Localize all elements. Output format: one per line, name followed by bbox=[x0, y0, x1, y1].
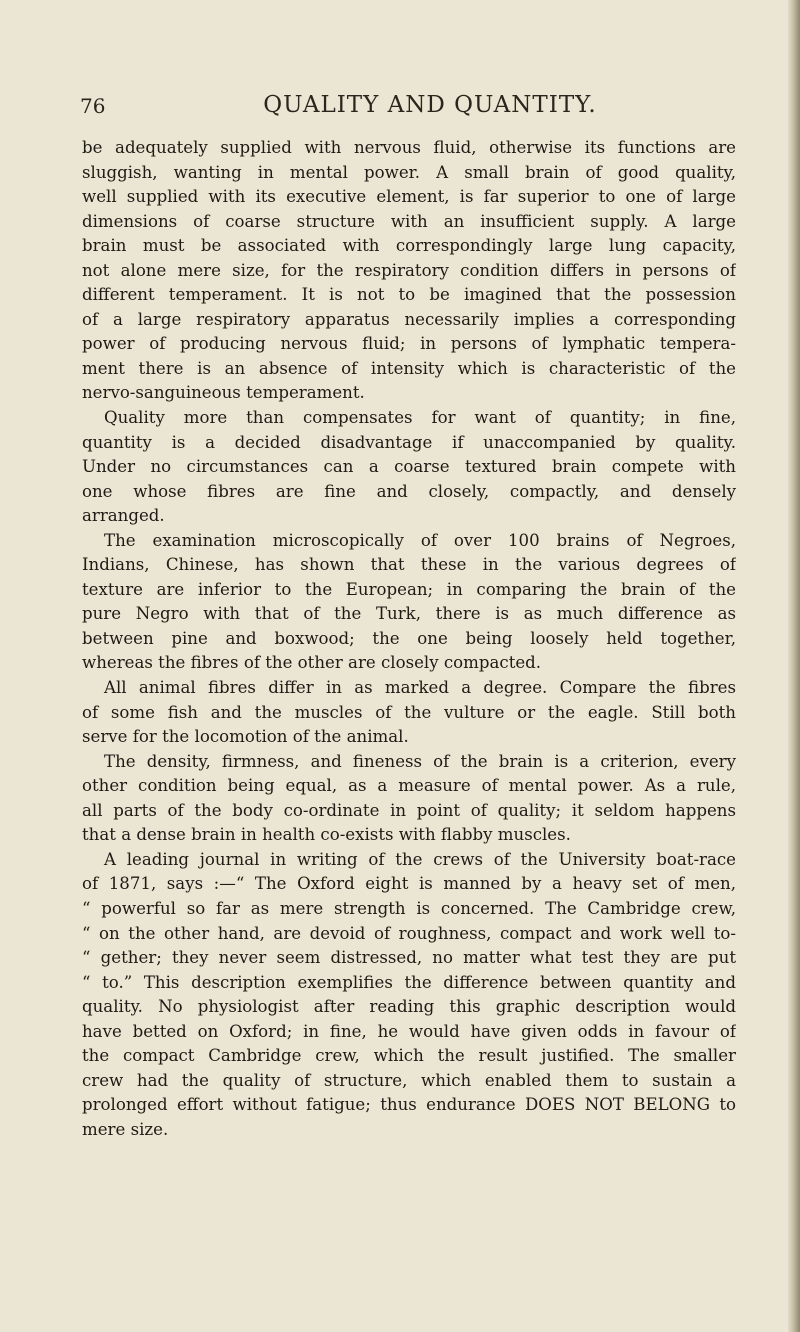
text-line: of 1871, says :—“ The Oxford eight is manned by a heavy set of men, bbox=[82, 874, 736, 894]
text-line: one whose fibres are fine and closely, compactly, and densely bbox=[82, 481, 736, 501]
text-line: “ on the other hand, are devoid of roughness, compact and work well to- bbox=[82, 923, 736, 943]
text-line: dimensions of coarse structure with an insufficient supply. A large bbox=[82, 211, 736, 231]
paragraph-start: Quality more than compensates for want of quantity; in fine, bbox=[104, 408, 736, 428]
text-line: other condition being equal, as a measure of mental power. As a rule, bbox=[82, 776, 736, 796]
text-line: arranged. bbox=[82, 506, 165, 526]
text-line: sluggish, wanting in mental power. A small brain of good quality, bbox=[82, 162, 736, 182]
page-header bbox=[80, 92, 740, 136]
text-line: “ to.” This description exemplifies the difference between quantity and bbox=[82, 972, 736, 992]
text-line: texture are inferior to the European; in comparing the brain of the bbox=[82, 579, 736, 599]
text-line: be adequately supplied with nervous fluid, otherwise its functions are bbox=[82, 138, 736, 157]
text-line: brain must be associated with correspondingly large lung capacity, bbox=[82, 236, 736, 256]
running-head: QUALITY AND QUANTITY. bbox=[263, 92, 597, 118]
text-line: the compact Cambridge crew, which the result justified. The smaller bbox=[82, 1046, 736, 1066]
text-line: ment there is an absence of intensity which is characteristic of the bbox=[82, 358, 736, 378]
text-line: that a dense brain in health co-exists with flabby muscles. bbox=[82, 825, 571, 845]
text-line: quantity is a decided disadvantage if unaccompanied by quality. bbox=[82, 432, 736, 452]
paragraph-start: A leading journal in writing of the crews of the University boat-race bbox=[104, 849, 736, 869]
text-line: not alone mere size, for the respiratory condition differs in persons of bbox=[82, 260, 736, 280]
text-line: quality. No physiologist after reading this graphic description would bbox=[82, 997, 736, 1017]
text-line: of some fish and the muscles of the vulture or the eagle. Still both bbox=[82, 702, 736, 722]
body-text bbox=[82, 136, 736, 1142]
paragraph-start: The examination microscopically of over 100 brains of Negroes, bbox=[104, 530, 736, 550]
text-line: nervo-sanguineous temperament. bbox=[82, 383, 365, 403]
text-line: “ gether; they never seem distressed, no matter what test they are put bbox=[82, 948, 736, 968]
page-edge-shadow bbox=[788, 0, 800, 1332]
text-line: Indians, Chinese, has shown that these in the various degrees of bbox=[82, 555, 736, 575]
text-line: serve for the locomotion of the animal. bbox=[82, 727, 409, 747]
paragraph-start: The density, firmness, and fineness of the brain is a criterion, every bbox=[104, 751, 736, 771]
text-line: well supplied with its executive element, is far superior to one of large bbox=[82, 187, 736, 207]
text-line: Under no circumstances can a coarse textured brain compete with bbox=[82, 457, 736, 477]
text-line: all parts of the body co-ordinate in point of quality; it seldom happens bbox=[82, 800, 736, 820]
text-line: whereas the fibres of the other are closely compacted. bbox=[82, 653, 542, 673]
text-line: different temperament. It is not to be imagined that the possession bbox=[82, 285, 736, 305]
text-line: of a large respiratory apparatus necessarily implies a corresponding bbox=[82, 309, 736, 329]
text-line: prolonged effort without fatigue; thus endurance DOES NOT BELONG to bbox=[82, 1095, 736, 1115]
text-line: pure Negro with that of the Turk, there is as much difference as bbox=[82, 604, 736, 624]
text-line: have betted on Oxford; in fine, he would have given odds in favour of bbox=[82, 1021, 736, 1041]
page-number: 76 bbox=[80, 94, 106, 118]
text-line: “ powerful so far as mere strength is concerned. The Cambridge crew, bbox=[82, 898, 736, 918]
text-line: power of producing nervous fluid; in persons of lymphatic tempera- bbox=[82, 334, 736, 354]
text-line: mere size. bbox=[82, 1119, 169, 1139]
text-line: between pine and boxwood; the one being loosely held together, bbox=[82, 628, 736, 648]
text-line: crew had the quality of structure, which enabled them to sustain a bbox=[82, 1070, 736, 1090]
paragraph-start: All animal fibres differ in as marked a degree. Compare the fibres bbox=[104, 678, 736, 698]
